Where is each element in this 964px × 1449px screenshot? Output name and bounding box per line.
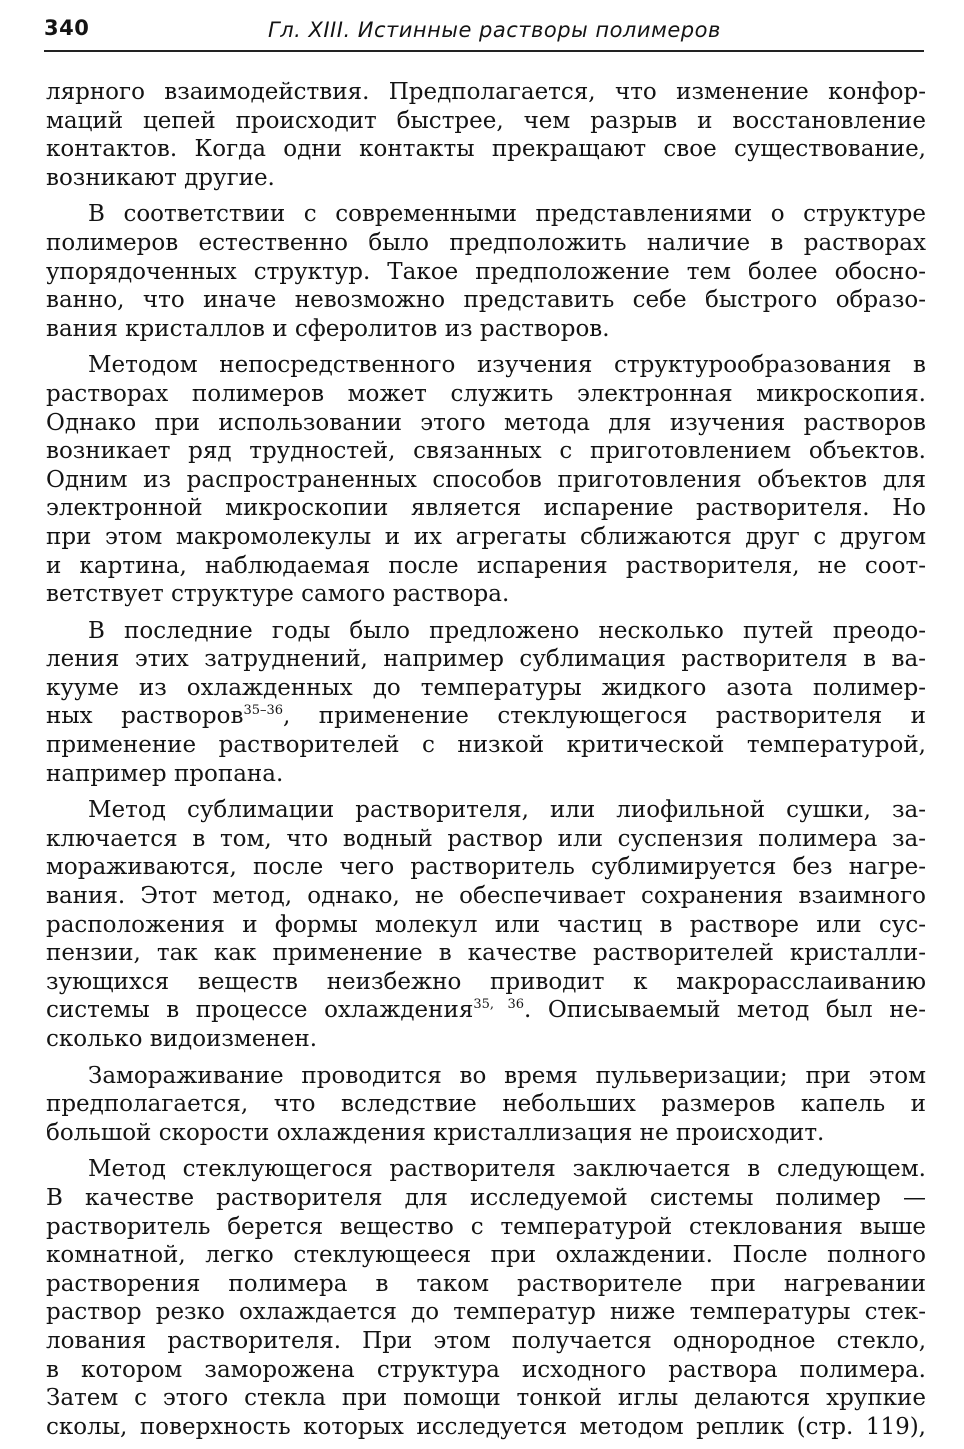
text-line: ванно, что иначе невозможно представить себе быстрого образо- xyxy=(46,287,926,314)
text-line: применение растворителей с низкой критической температурой, xyxy=(46,732,926,759)
text-line: пензии, так как применение в качестве растворителей кристалли- xyxy=(46,940,926,967)
text-line: электронной микроскопии является испарение растворителя. Но xyxy=(46,495,926,522)
running-title: Гл. XIII. Истинные растворы полимеров xyxy=(268,18,721,42)
citation-reference: 35, 36 xyxy=(473,997,524,1013)
text-line: Методом непосредственного изучения структурообразования в xyxy=(88,352,926,379)
text-line: В качестве растворителя для исследуемой системы полимер — xyxy=(46,1184,926,1211)
text-line: Метод сублимации растворителя, или лиофильной сушки, за- xyxy=(88,797,926,824)
line-start: системы в процессе охлаждения xyxy=(46,997,474,1024)
text-line: возникает ряд трудностей, связанных с приготовлением объектов. xyxy=(46,438,926,465)
text-line: лования растворителя. При этом получается однородное стекло, xyxy=(46,1327,926,1354)
paragraph-2 xyxy=(46,200,926,343)
text-line: маций цепей происходит быстрее, чем разрыв и восстановление xyxy=(46,107,926,134)
text-line: кууме из охлажденных до температуры жидкого азота полимер- xyxy=(46,674,926,701)
text-line: Однако при использовании этого метода для изучения растворов xyxy=(46,409,926,436)
text-line: упорядоченных структур. Такое предположение тем более обосно- xyxy=(46,258,926,285)
text-line: растворения полимера в таком растворителе при нагревании xyxy=(46,1270,926,1297)
text-line: раствор резко охлаждается до температур ниже температуры стек- xyxy=(46,1299,926,1326)
text-line: сколько видоизменен. xyxy=(46,1026,318,1052)
text-line: при этом макромолекулы и их агрегаты сближаются друг с другом xyxy=(46,523,926,550)
text-line: контактов. Когда одни контакты прекращают свое существование, xyxy=(46,136,926,163)
text-line: вания. Этот метод, однако, не обеспечивает сохранения взаимного xyxy=(46,883,926,910)
paragraph-3 xyxy=(46,351,926,608)
text-line: ключается в том, что водный раствор или суспензия полимера за- xyxy=(46,825,926,852)
text-line: Затем с этого стекла при помощи тонкой иглы делаются хрупкие xyxy=(46,1385,926,1412)
text-line: В последние годы было предложено несколько путей преодо- xyxy=(88,617,926,644)
text-line: В соответствии с современными представлениями о структуре xyxy=(88,201,926,228)
paragraph-6 xyxy=(46,1062,926,1148)
text-line: зующихся веществ неизбежно приводит к макрорасслаиванию xyxy=(46,968,926,995)
text-line: лярного взаимодействия. Предполагается, что изменение конфор- xyxy=(46,79,926,105)
text-line: Одним из распространенных способов приготовления объектов для xyxy=(46,466,926,493)
paragraph-1 xyxy=(46,78,926,192)
line-end: . Описываемый метод был не- xyxy=(524,997,926,1024)
text-line: комнатной, легко стеклующееся при охлаждении. После полного xyxy=(46,1242,926,1269)
text-line: растворах полимеров может служить электронная микроскопия. xyxy=(46,380,926,407)
citation-reference: 35–36 xyxy=(243,703,284,719)
header-rule xyxy=(44,50,924,52)
text-line: вания кристаллов и сферолитов из растворов. xyxy=(46,315,610,342)
text-line: предполагается, что вследствие небольших размеров капель и xyxy=(46,1091,926,1118)
text-line: и картина, наблюдаемая после испарения растворителя, не соот- xyxy=(46,552,926,579)
text-line: Замораживание проводится во время пульверизации; при этом xyxy=(88,1062,926,1089)
page-number: 340 xyxy=(44,16,90,40)
text-line: мораживаются, после чего растворитель сублимируется без нагре- xyxy=(46,854,926,881)
text-line: полимеров естественно было предположить наличие в растворах xyxy=(46,229,926,256)
page-header xyxy=(44,10,924,50)
text-line: ветствует структуре самого раствора. xyxy=(46,581,510,608)
text-line: например пропана. xyxy=(46,760,284,787)
body-text xyxy=(46,78,926,1449)
text-line-with-reference xyxy=(46,702,926,731)
paragraph-7 xyxy=(46,1155,926,1441)
paragraph-5 xyxy=(46,796,926,1053)
line-end: , применение стеклующегося растворителя и xyxy=(283,703,926,730)
text-line: возникают другие. xyxy=(46,164,275,191)
paragraph-4 xyxy=(46,617,926,789)
text-line: большой скорости охлаждения кристаллизация не происходит. xyxy=(46,1119,825,1146)
text-line: ления этих затруднений, например сублимация растворителя в ва- xyxy=(46,646,926,673)
text-line: растворитель берется вещество с температурой стеклования выше xyxy=(46,1213,926,1240)
text-line-with-reference xyxy=(46,996,926,1025)
line-start: ных растворов xyxy=(46,703,244,730)
text-line: сколы, поверхность которых исследуется методом реплик (стр. 119), xyxy=(46,1413,926,1440)
text-line: в котором заморожена структура исходного раствора полимера. xyxy=(46,1356,926,1383)
text-line: расположения и формы молекул или частиц в растворе или сус- xyxy=(46,911,926,938)
text-line: Метод стеклующегося растворителя заключается в следующем. xyxy=(88,1156,926,1183)
